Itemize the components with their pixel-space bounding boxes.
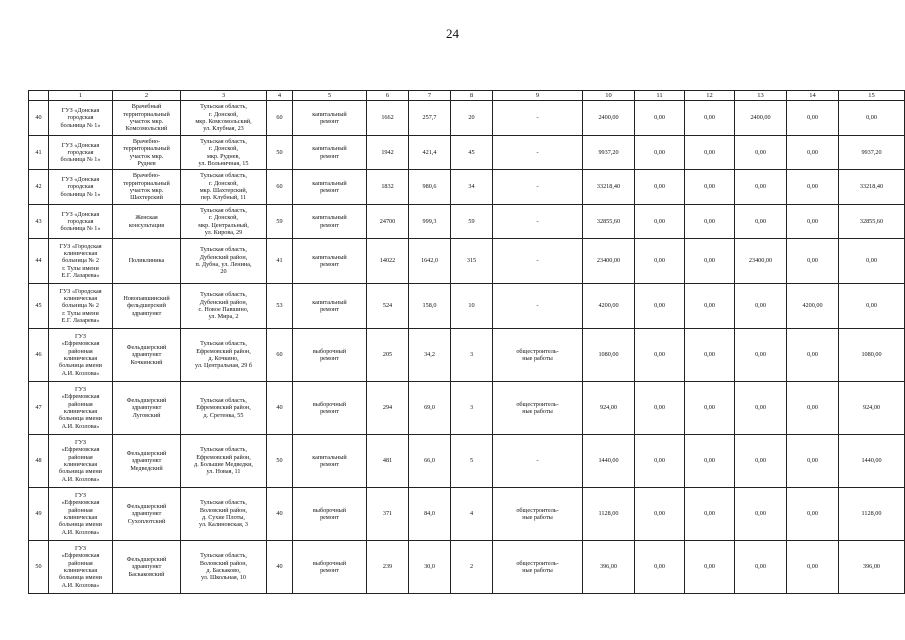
- cost-cell: 0,00: [787, 136, 839, 170]
- facility-cell: Новопавшинский фельдшерский здравпункт: [113, 284, 181, 329]
- cost-cell: 0,00: [839, 239, 905, 284]
- facility-cell: Врачебно- территориальный участок мкр. Руднев: [113, 136, 181, 170]
- facility-cell: Фельдшерский здравпункт Медведский: [113, 435, 181, 488]
- page-number: 24: [446, 26, 459, 41]
- cost-cell: 0,00: [635, 284, 685, 329]
- address-cell: Тульская область, Ефремовский район, д. Кочкино, ул. Центральная, 29 б: [181, 329, 267, 382]
- header-cell: 10: [583, 91, 635, 101]
- organization-cell: ГУЗ «Ефремовская районная клиническая больница имени А.И. Козлова»: [49, 329, 113, 382]
- visits-cell: 3: [451, 382, 493, 435]
- header-cell: 12: [685, 91, 735, 101]
- area-cell: 1642,0: [409, 239, 451, 284]
- table-row: [29, 435, 905, 488]
- cost-cell: 0,00: [735, 136, 787, 170]
- table-row: [29, 284, 905, 329]
- visits-cell: 45: [451, 136, 493, 170]
- work-type-cell: выборочный ремонт: [293, 382, 367, 435]
- address-cell: Тульская область, Дубенский район, п. Дубна, ул. Ленина, 20: [181, 239, 267, 284]
- area-cell: 69,0: [409, 382, 451, 435]
- facility-cell: Фельдшерский здравпункт Сухоплотский: [113, 488, 181, 541]
- cost-cell: 0,00: [787, 541, 839, 594]
- work-kind-cell: общестроитель- ные работы: [493, 541, 583, 594]
- header-cell: 2: [113, 91, 181, 101]
- work-type-cell: выборочный ремонт: [293, 541, 367, 594]
- total-cost-cell: 32855,60: [583, 205, 635, 239]
- organization-cell: ГУЗ «Ефремовская районная клиническая больница имени А.И. Козлова»: [49, 435, 113, 488]
- organization-cell: ГУЗ «Донская городская больница № 1»: [49, 101, 113, 136]
- cost-cell: 0,00: [839, 101, 905, 136]
- cost-cell: 0,00: [635, 239, 685, 284]
- wear-percent-cell: 59: [267, 205, 293, 239]
- cost-cell: 0,00: [735, 541, 787, 594]
- header-cell: 11: [635, 91, 685, 101]
- cost-cell: 0,00: [685, 541, 735, 594]
- organization-cell: ГУЗ «Ефремовская районная клиническая больница имени А.И. Козлова»: [49, 488, 113, 541]
- header-cell: 7: [409, 91, 451, 101]
- cost-cell: 0,00: [635, 170, 685, 205]
- cost-cell: 0,00: [685, 136, 735, 170]
- total-cost-cell: 924,00: [583, 382, 635, 435]
- population-cell: 1942: [367, 136, 409, 170]
- area-cell: 84,0: [409, 488, 451, 541]
- visits-cell: 34: [451, 170, 493, 205]
- header-cell: 9: [493, 91, 583, 101]
- facility-cell: Врачебно- территориальный участок мкр. Шахтерский: [113, 170, 181, 205]
- work-type-cell: выборочный ремонт: [293, 329, 367, 382]
- table-row: [29, 239, 905, 284]
- cost-cell: 0,00: [635, 382, 685, 435]
- wear-percent-cell: 40: [267, 488, 293, 541]
- cost-cell: 0,00: [685, 170, 735, 205]
- header-cell: 4: [267, 91, 293, 101]
- population-cell: 1832: [367, 170, 409, 205]
- population-cell: 481: [367, 435, 409, 488]
- header-cell: 5: [293, 91, 367, 101]
- row-number: 41: [29, 136, 49, 170]
- row-number: 46: [29, 329, 49, 382]
- population-cell: 524: [367, 284, 409, 329]
- cost-cell: 0,00: [735, 284, 787, 329]
- work-kind-cell: -: [493, 136, 583, 170]
- organization-cell: ГУЗ «Донская городская больница № 1»: [49, 136, 113, 170]
- wear-percent-cell: 41: [267, 239, 293, 284]
- work-type-cell: капитальный ремонт: [293, 239, 367, 284]
- address-cell: Тульская область, г. Донской, мкр. Шахтерский, пер. Клубный, 11: [181, 170, 267, 205]
- cost-cell: 0,00: [735, 382, 787, 435]
- population-cell: 24700: [367, 205, 409, 239]
- work-kind-cell: -: [493, 101, 583, 136]
- header-cell: 15: [839, 91, 905, 101]
- area-cell: 66,0: [409, 435, 451, 488]
- visits-cell: 59: [451, 205, 493, 239]
- cost-cell: 9937,20: [839, 136, 905, 170]
- cost-cell: 0,00: [787, 205, 839, 239]
- cost-cell: 0,00: [735, 488, 787, 541]
- row-number: 44: [29, 239, 49, 284]
- work-kind-cell: -: [493, 239, 583, 284]
- total-cost-cell: 9937,20: [583, 136, 635, 170]
- area-cell: 30,0: [409, 541, 451, 594]
- area-cell: 421,4: [409, 136, 451, 170]
- cost-cell: 0,00: [685, 488, 735, 541]
- cost-cell: 0,00: [685, 101, 735, 136]
- work-kind-cell: общестроитель- ные работы: [493, 382, 583, 435]
- population-cell: 239: [367, 541, 409, 594]
- area-cell: 34,2: [409, 329, 451, 382]
- cost-cell: 0,00: [635, 136, 685, 170]
- header-row: [29, 91, 905, 101]
- cost-cell: 0,00: [787, 101, 839, 136]
- work-kind-cell: -: [493, 170, 583, 205]
- header-cell: 8: [451, 91, 493, 101]
- table-row: [29, 488, 905, 541]
- cost-cell: 32855,60: [839, 205, 905, 239]
- cost-cell: 924,00: [839, 382, 905, 435]
- visits-cell: 20: [451, 101, 493, 136]
- area-cell: 158,0: [409, 284, 451, 329]
- address-cell: Тульская область, г. Донской, мкр. Центральный, ул. Кирова, 29: [181, 205, 267, 239]
- cost-cell: 2400,00: [735, 101, 787, 136]
- total-cost-cell: 1128,00: [583, 488, 635, 541]
- cost-cell: 0,00: [635, 435, 685, 488]
- row-number: 43: [29, 205, 49, 239]
- table-row: [29, 382, 905, 435]
- visits-cell: 10: [451, 284, 493, 329]
- total-cost-cell: 23400,00: [583, 239, 635, 284]
- facility-cell: Фельдшерский здравпункт Луговский: [113, 382, 181, 435]
- cost-cell: 0,00: [685, 205, 735, 239]
- work-kind-cell: -: [493, 435, 583, 488]
- total-cost-cell: 33218,40: [583, 170, 635, 205]
- address-cell: Тульская область, Воловский район, д. Баскаково, ул. Школьная, 10: [181, 541, 267, 594]
- cost-cell: 0,00: [787, 435, 839, 488]
- cost-cell: 396,00: [839, 541, 905, 594]
- facility-cell: Поликлиника: [113, 239, 181, 284]
- cost-cell: 0,00: [787, 488, 839, 541]
- row-number: 45: [29, 284, 49, 329]
- wear-percent-cell: 53: [267, 284, 293, 329]
- header-cell: 6: [367, 91, 409, 101]
- cost-cell: 1128,00: [839, 488, 905, 541]
- cost-cell: 0,00: [839, 284, 905, 329]
- address-cell: Тульская область, г. Донской, мкр. Комсомольский, ул. Клубная, 23: [181, 101, 267, 136]
- row-number: 49: [29, 488, 49, 541]
- area-cell: 257,7: [409, 101, 451, 136]
- cost-cell: 0,00: [685, 239, 735, 284]
- cost-cell: 0,00: [685, 284, 735, 329]
- work-type-cell: капитальный ремонт: [293, 136, 367, 170]
- cost-cell: 0,00: [685, 382, 735, 435]
- cost-cell: 0,00: [685, 435, 735, 488]
- population-cell: 1662: [367, 101, 409, 136]
- visits-cell: 3: [451, 329, 493, 382]
- work-type-cell: капитальный ремонт: [293, 205, 367, 239]
- facility-cell: Фельдшерский здравпункт Кочкинский: [113, 329, 181, 382]
- address-cell: Тульская область, Воловский район, д. Сухие Плоты, ул. Калиновская, 3: [181, 488, 267, 541]
- total-cost-cell: 1440,00: [583, 435, 635, 488]
- organization-cell: ГУЗ «Ефремовская районная клиническая больница имени А.И. Козлова»: [49, 541, 113, 594]
- header-cell: 1: [49, 91, 113, 101]
- wear-percent-cell: 50: [267, 435, 293, 488]
- address-cell: Тульская область, Дубенский район, с. Новое Павшино, ул. Мира, 2: [181, 284, 267, 329]
- table-body: [29, 101, 905, 594]
- row-number: 40: [29, 101, 49, 136]
- row-number: 48: [29, 435, 49, 488]
- row-number: 50: [29, 541, 49, 594]
- work-kind-cell: общестроитель- ные работы: [493, 329, 583, 382]
- wear-percent-cell: 40: [267, 541, 293, 594]
- header-cell: 14: [787, 91, 839, 101]
- address-cell: Тульская область, Ефремовский район, д. Большие Медведки, ул. Новая, 11: [181, 435, 267, 488]
- organization-cell: ГУЗ «Донская городская больница № 1»: [49, 205, 113, 239]
- row-number: 47: [29, 382, 49, 435]
- wear-percent-cell: 60: [267, 170, 293, 205]
- work-type-cell: капитальный ремонт: [293, 170, 367, 205]
- cost-cell: 0,00: [787, 170, 839, 205]
- cost-cell: 4200,00: [787, 284, 839, 329]
- table-row: [29, 101, 905, 136]
- header-cell-blank: [29, 91, 49, 101]
- organization-cell: ГУЗ «Ефремовская районная клиническая больница имени А.И. Козлова»: [49, 382, 113, 435]
- facility-cell: Врачебный территориальный участок мкр. Комсомольский: [113, 101, 181, 136]
- address-cell: Тульская область, г. Донской, мкр. Руднев, ул. Вольничная, 15: [181, 136, 267, 170]
- cost-cell: 0,00: [635, 488, 685, 541]
- cost-cell: 1080,00: [839, 329, 905, 382]
- cost-cell: 0,00: [635, 205, 685, 239]
- header-cell: 13: [735, 91, 787, 101]
- cost-cell: 0,00: [787, 382, 839, 435]
- work-type-cell: капитальный ремонт: [293, 101, 367, 136]
- total-cost-cell: 4200,00: [583, 284, 635, 329]
- table-row: [29, 136, 905, 170]
- work-type-cell: капитальный ремонт: [293, 435, 367, 488]
- work-type-cell: капитальный ремонт: [293, 284, 367, 329]
- wear-percent-cell: 50: [267, 136, 293, 170]
- table-row: [29, 170, 905, 205]
- header-cell: 3: [181, 91, 267, 101]
- visits-cell: 4: [451, 488, 493, 541]
- visits-cell: 5: [451, 435, 493, 488]
- facilities-table: [28, 90, 905, 594]
- population-cell: 294: [367, 382, 409, 435]
- work-kind-cell: -: [493, 205, 583, 239]
- organization-cell: ГУЗ «Городская клиническая больница № 2 г. Тулы имени Е.Г. Лазарева»: [49, 239, 113, 284]
- cost-cell: 0,00: [635, 101, 685, 136]
- cost-cell: 0,00: [635, 329, 685, 382]
- table-row: [29, 329, 905, 382]
- facility-cell: Женская консультация: [113, 205, 181, 239]
- cost-cell: 0,00: [635, 541, 685, 594]
- wear-percent-cell: 60: [267, 101, 293, 136]
- cost-cell: 33218,40: [839, 170, 905, 205]
- work-type-cell: выборочный ремонт: [293, 488, 367, 541]
- wear-percent-cell: 60: [267, 329, 293, 382]
- cost-cell: 0,00: [735, 205, 787, 239]
- work-kind-cell: общестроитель- ные работы: [493, 488, 583, 541]
- row-number: 42: [29, 170, 49, 205]
- cost-cell: 0,00: [787, 329, 839, 382]
- population-cell: 371: [367, 488, 409, 541]
- cost-cell: 0,00: [735, 329, 787, 382]
- population-cell: 205: [367, 329, 409, 382]
- total-cost-cell: 1080,00: [583, 329, 635, 382]
- cost-cell: 0,00: [787, 239, 839, 284]
- population-cell: 14022: [367, 239, 409, 284]
- organization-cell: ГУЗ «Городская клиническая больница № 2 г. Тулы имени Е.Г. Лазарева»: [49, 284, 113, 329]
- wear-percent-cell: 40: [267, 382, 293, 435]
- cost-cell: 23400,00: [735, 239, 787, 284]
- area-cell: 980,6: [409, 170, 451, 205]
- cost-cell: 1440,00: [839, 435, 905, 488]
- address-cell: Тульская область, Ефремовский район, д. Сретенка, 55: [181, 382, 267, 435]
- cost-cell: 0,00: [735, 435, 787, 488]
- total-cost-cell: 396,00: [583, 541, 635, 594]
- total-cost-cell: 2400,00: [583, 101, 635, 136]
- area-cell: 999,3: [409, 205, 451, 239]
- organization-cell: ГУЗ «Донская городская больница № 1»: [49, 170, 113, 205]
- work-kind-cell: -: [493, 284, 583, 329]
- cost-cell: 0,00: [735, 170, 787, 205]
- facility-cell: Фельдшерский здравпункт Баскаковский: [113, 541, 181, 594]
- visits-cell: 315: [451, 239, 493, 284]
- cost-cell: 0,00: [685, 329, 735, 382]
- table-row: [29, 541, 905, 594]
- table-row: [29, 205, 905, 239]
- visits-cell: 2: [451, 541, 493, 594]
